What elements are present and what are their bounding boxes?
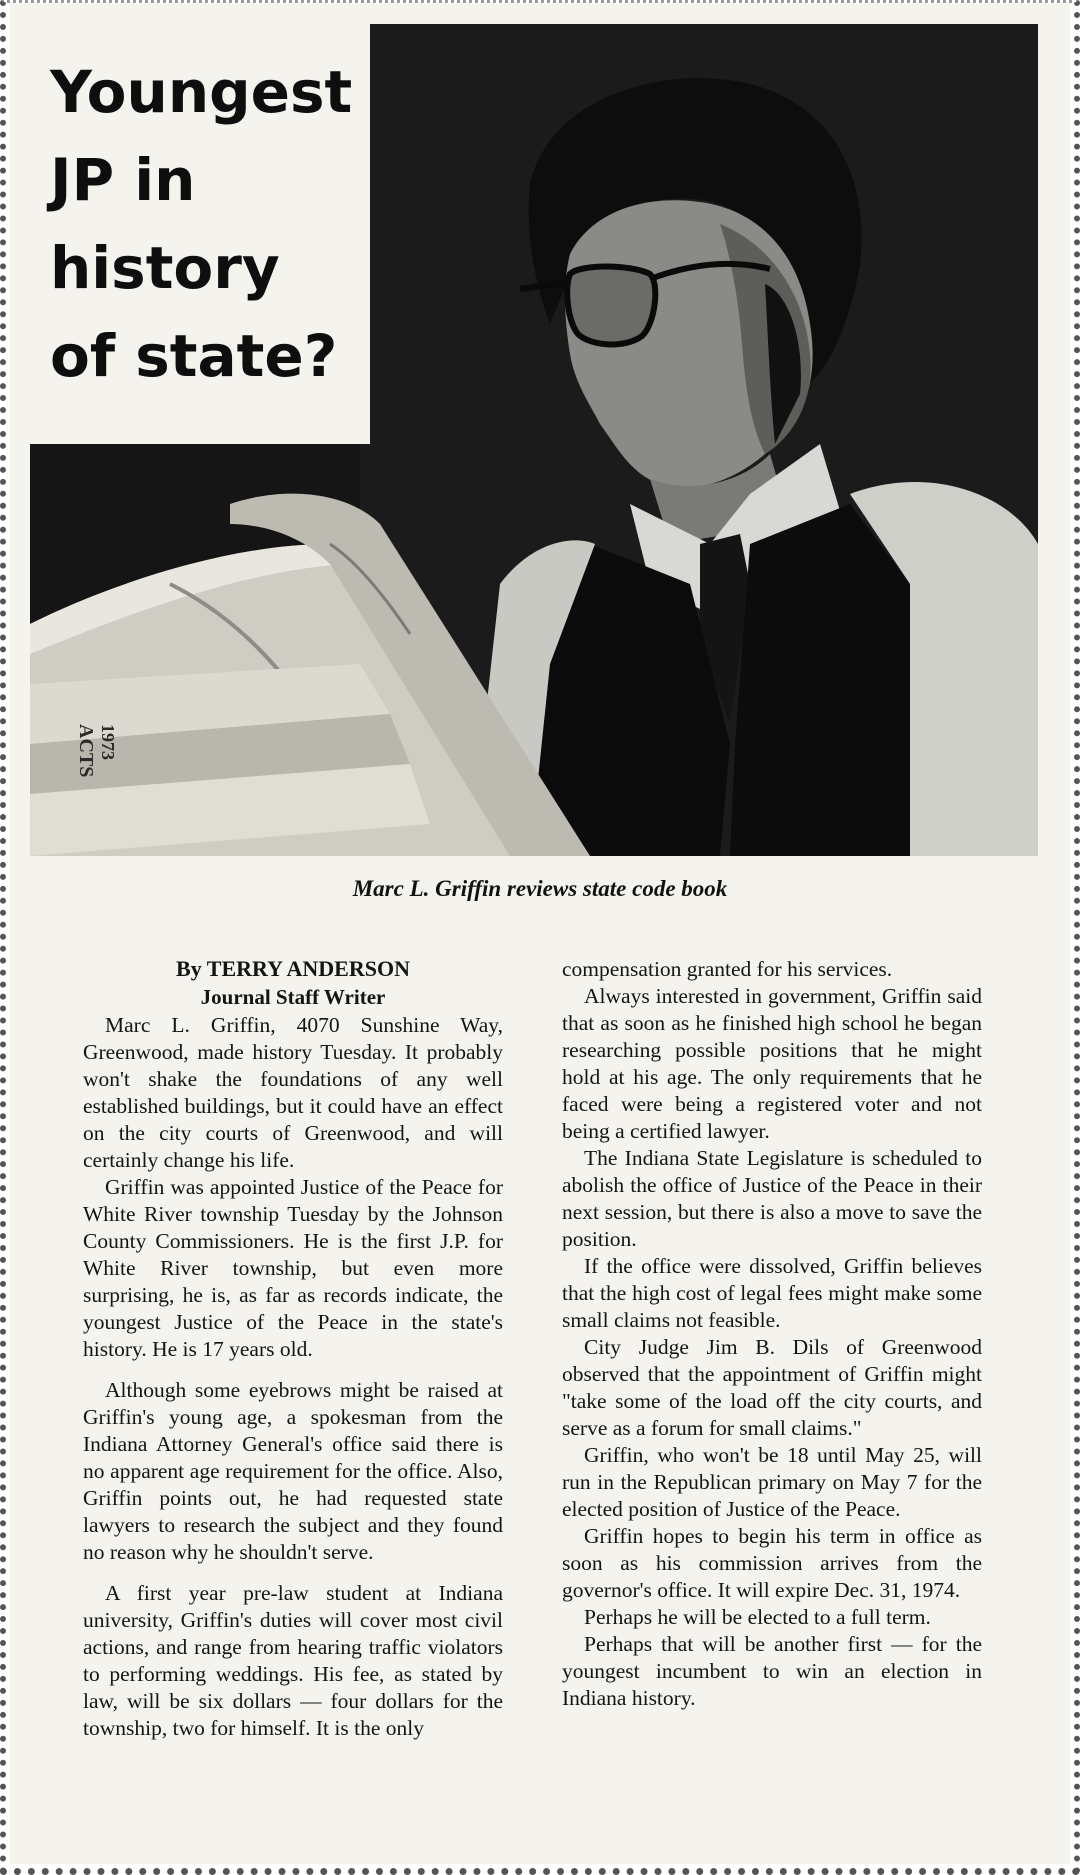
- headline-line: history: [50, 234, 280, 302]
- byline-title: Journal Staff Writer: [200, 985, 386, 1009]
- photo-caption: Marc L. Griffin reviews state code book: [352, 876, 728, 901]
- book-spine-year: 1973: [98, 724, 118, 760]
- newspaper-clipping: [10, 4, 1070, 1864]
- headline-line: JP in: [50, 146, 196, 214]
- paragraph: Perhaps that will be another first — for the youngest incumbent to win an election in Indiana history.: [562, 1632, 982, 1710]
- paragraph: Griffin hopes to begin his term in office as soon as his commission arrives from the governor's office. It will expire Dec. 31, 1974.: [562, 1524, 982, 1602]
- paragraph: Griffin, who won't be 18 until May 25, will run in the Republican primary on May 7 for the elected position of Justice of the Peace.: [562, 1443, 982, 1521]
- headline-line: Youngest: [50, 58, 353, 126]
- paragraph: compensation granted for his services.: [562, 957, 893, 981]
- headline: [50, 48, 370, 400]
- paragraph: If the office were dissolved, Griffin believes that the high cost of legal fees might make some small claims not feasible.: [562, 1254, 982, 1332]
- book-spine-label: ACTS: [75, 724, 97, 778]
- paragraph: Griffin was appointed Justice of the Peace for White River township Tuesday by the Johnson County Commissioners. He is the first J.P. for White River township, but even more surprising, he is, as far as records indicate, the youngest Justice of the Peace in the state's history. He is 17 years old.: [83, 1175, 503, 1361]
- paragraph: City Judge Jim B. Dils of Greenwood observed that the appointment of Griffin might "take some of the load off the city courts, and serve as a forum for small claims.": [562, 1335, 982, 1440]
- paragraph: The Indiana State Legislature is scheduled to abolish the office of Justice of the Peace in their next session, but there is also a move to save the position.: [562, 1146, 982, 1251]
- paragraph: A first year pre-law student at Indiana university, Griffin's duties will cover most civil actions, and range from hearing traffic violators to performing weddings. His fee, as stated by law, will be six dollars — four dollars for the township, two for himself. It is the only: [83, 1581, 503, 1740]
- paragraph: Perhaps he will be elected to a full term.: [584, 1605, 931, 1629]
- paragraph: Marc L. Griffin, 4070 Sunshine Way, Greenwood, made history Tuesday. It probably won't shake the foundations of any well established buildings, but it could have an effect on the city courts of Greenwood, and will certainly change his life.: [83, 1013, 503, 1172]
- paragraph: Although some eyebrows might be raised at Griffin's young age, a spokesman from the Indiana Attorney General's office said there is no apparent age requirement for the office. Also, Griffin points out, he had requested state lawyers to research the subject and they found no reason why he shouldn't serve.: [83, 1378, 503, 1564]
- article-column-right: [562, 956, 982, 1712]
- headline-line: of state?: [50, 322, 338, 390]
- paragraph: Always interested in government, Griffin said that as soon as he finished high school he began researching possible positions that he might hold at his age. The only requirements that he faced were being a registered voter and not being a certified lawyer.: [562, 984, 982, 1143]
- byline: By TERRY ANDERSON: [176, 956, 410, 981]
- article-column-left: [83, 956, 503, 1742]
